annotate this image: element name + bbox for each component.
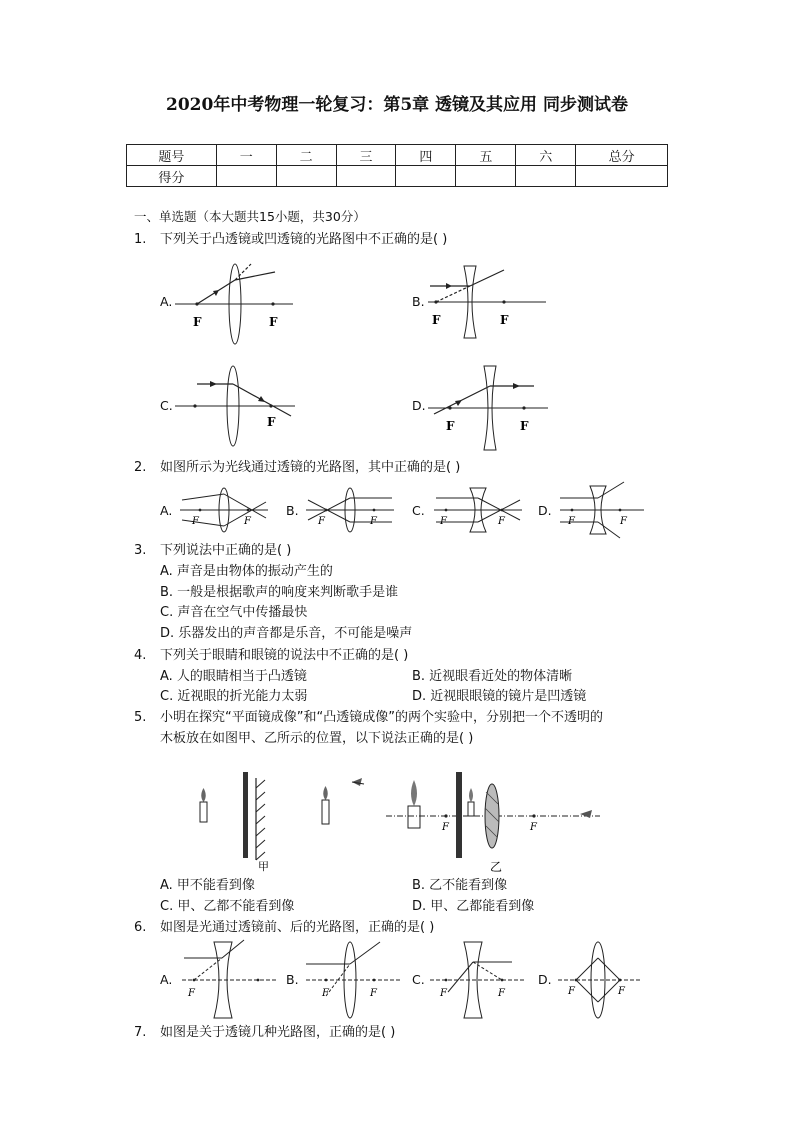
focus-label: F: [370, 516, 377, 527]
q3-option-a: A. 声音是由物体的振动产生的: [160, 564, 333, 579]
q3-option-c: C. 声音在空气中传播最快: [160, 605, 308, 620]
q1-figure-b: [428, 262, 548, 344]
q6-figure-d: [556, 940, 646, 1020]
q6-option-a-label: A.: [160, 972, 173, 987]
q4-option-b: B. 近视眼看近处的物体清晰: [412, 669, 573, 684]
q2-figure-d: [558, 480, 650, 540]
focus-label: F: [442, 822, 449, 833]
q5-jia-image-candle: [318, 776, 378, 828]
q6-stem: 如图是光通过透镜前、后的光路图，正确的是( ): [160, 920, 435, 935]
q5-figure-yi: [384, 770, 604, 874]
score-cell: [576, 166, 668, 187]
q1-option-b-label: B.: [412, 294, 425, 309]
q3-option-d: D. 乐器发出的声音都是乐音，不可能是噪声: [160, 626, 413, 641]
q3-option-b: B. 一般是根据歌声的响度来判断歌手是谁: [160, 585, 399, 600]
q1-option-d-label: D.: [412, 398, 426, 413]
q2-figure-b: [304, 486, 396, 534]
focus-label: F: [446, 419, 455, 433]
score-cell: [336, 166, 396, 187]
focus-label: F: [318, 516, 325, 527]
q1-figure-a: [175, 252, 295, 344]
q5-stem-line1: 小明在探究“平面镜成像”和“凸透镜成像”的两个实验中，分别把一个不透明的: [160, 710, 603, 725]
q6-figure-b: [304, 940, 404, 1020]
focus-label: F: [568, 516, 575, 527]
score-table-row: [127, 166, 668, 187]
score-cell: [516, 166, 576, 187]
focus-label: F: [267, 415, 276, 429]
focus-label: F: [530, 822, 537, 833]
q4-number: 4.: [134, 648, 147, 663]
score-cell: [396, 166, 456, 187]
q6-figure-c: [428, 940, 528, 1020]
focus-label: F: [620, 516, 627, 527]
q5-stem-line2: 木板放在如图甲、乙所示的位置，以下说法正确的是( ): [160, 731, 474, 746]
q2-figure-c: [432, 486, 524, 534]
q5-number: 5.: [134, 710, 147, 725]
focus-label: F: [432, 313, 441, 327]
q2-option-b-label: B.: [286, 503, 299, 518]
q2-option-a-label: A.: [160, 503, 173, 518]
q7-stem: 如图是关于透镜几种光路图，正确的是( ): [160, 1025, 396, 1040]
q4-stem: 下列关于眼睛和眼镜的说法中不正确的是( ): [160, 648, 409, 663]
score-header-cell: 六: [516, 145, 576, 166]
q6-number: 6.: [134, 920, 147, 935]
score-table: [126, 144, 668, 187]
q4-option-c: C. 近视眼的折光能力太弱: [160, 689, 308, 704]
q1-stem: 下列关于凸透镜或凹透镜的光路图中不正确的是( ): [160, 232, 448, 247]
focus-label: F: [188, 988, 195, 999]
score-cell: [216, 166, 276, 187]
section-heading: 一、单选题（本大题共15小题，共30分）: [134, 209, 366, 224]
focus-label: F: [322, 988, 329, 999]
score-header-cell: 三: [336, 145, 396, 166]
focus-label: F: [498, 988, 505, 999]
focus-label: F: [520, 419, 529, 433]
score-header-cell: 题号: [127, 145, 217, 166]
focus-label: F: [440, 516, 447, 527]
q3-stem: 下列说法中正确的是( ): [160, 543, 292, 558]
focus-label: F: [269, 315, 278, 329]
q7-number: 7.: [134, 1025, 147, 1040]
q5-figure-jia: [190, 768, 290, 874]
q2-option-d-label: D.: [538, 503, 552, 518]
q5-option-d: D. 甲、乙都能看到像: [412, 899, 535, 914]
q1-number: 1.: [134, 232, 147, 247]
score-cell: [456, 166, 516, 187]
q1-option-c-label: C.: [160, 398, 173, 413]
q2-number: 2.: [134, 460, 147, 475]
q1-figure-c: [175, 364, 299, 454]
score-table-header-row: [127, 145, 668, 166]
q5-option-b: B. 乙不能看到像: [412, 878, 508, 893]
score-header-cell: 总分: [576, 145, 668, 166]
q2-stem: 如图所示为光线通过透镜的光路图，其中正确的是( ): [160, 460, 461, 475]
page-title: 2020年中考物理一轮复习：第5章 透镜及其应用 同步测试卷: [166, 95, 628, 115]
focus-label: F: [568, 986, 575, 997]
score-header-cell: 五: [456, 145, 516, 166]
focus-label: F: [440, 988, 447, 999]
focus-label: F: [244, 516, 251, 527]
focus-label: F: [193, 315, 202, 329]
score-header-cell: 二: [276, 145, 336, 166]
q4-option-a: A. 人的眼睛相当于凸透镜: [160, 669, 307, 684]
q3-number: 3.: [134, 543, 147, 558]
q2-figure-a: [178, 486, 270, 534]
score-row-label: 得分: [127, 166, 217, 187]
score-cell: [276, 166, 336, 187]
q1-option-a-label: A.: [160, 294, 173, 309]
focus-label: F: [498, 516, 505, 527]
score-header-cell: 四: [396, 145, 456, 166]
score-header-cell: 一: [216, 145, 276, 166]
q5-figure-jia-label: 甲: [258, 860, 269, 873]
q2-option-c-label: C.: [412, 503, 425, 518]
q5-option-c: C. 甲、乙都不能看到像: [160, 899, 295, 914]
q6-figure-a: [180, 940, 280, 1020]
focus-label: F: [618, 986, 625, 997]
q4-option-d: D. 近视眼眼镜的镜片是凹透镜: [412, 689, 587, 704]
q6-option-d-label: D.: [538, 972, 552, 987]
focus-label: F: [500, 313, 509, 327]
q6-option-c-label: C.: [412, 972, 425, 987]
q5-option-a: A. 甲不能看到像: [160, 878, 255, 893]
focus-label: F: [370, 988, 377, 999]
focus-label: F: [192, 516, 199, 527]
q6-option-b-label: B.: [286, 972, 299, 987]
q5-figure-yi-label: 乙: [490, 860, 503, 874]
q1-figure-d: [428, 362, 552, 454]
